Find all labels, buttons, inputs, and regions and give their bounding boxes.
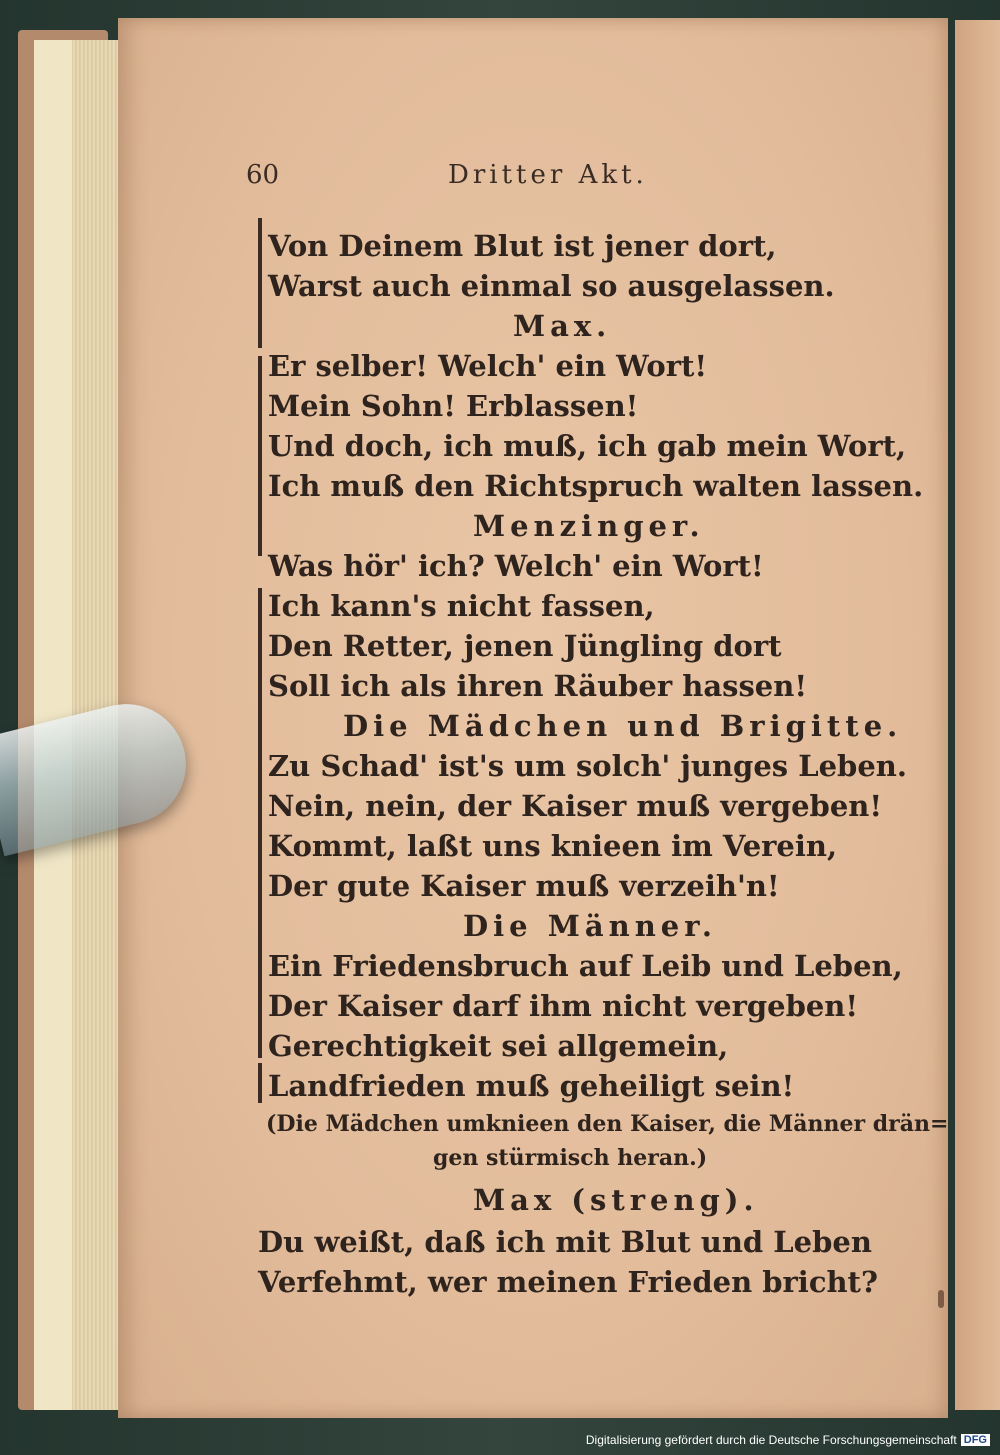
book-page xyxy=(118,18,948,1418)
text-line: Er selber! Welch' ein Wort! xyxy=(268,349,708,383)
verse-text xyxy=(118,18,948,1418)
stage-direction: (Die Mädchen umknieen den Kaiser, die Männer drän= xyxy=(266,1111,949,1137)
stage-direction: gen stürmisch heran.) xyxy=(433,1145,708,1171)
text-line: Verfehmt, wer meinen Frieden bricht? xyxy=(258,1265,878,1299)
speaker-name: Die Männer. xyxy=(463,909,717,943)
text-line: Ein Friedensbruch auf Leib und Leben, xyxy=(268,949,903,983)
paper-stain xyxy=(938,1290,944,1308)
text-line: Soll ich als ihren Räuber hassen! xyxy=(268,669,808,703)
text-line: Den Retter, jenen Jüngling dort xyxy=(268,629,782,663)
text-line: Der Kaiser darf ihm nicht vergeben! xyxy=(268,989,859,1023)
text-line: Nein, nein, der Kaiser muß vergeben! xyxy=(268,789,883,823)
text-line: Landfrieden muß geheiligt sein! xyxy=(268,1069,795,1103)
text-line: Ich muß den Richtspruch walten lassen. xyxy=(268,469,924,503)
text-line: Warst auch einmal so ausgelassen. xyxy=(268,269,835,303)
text-line: Von Deinem Blut ist jener dort, xyxy=(268,229,777,263)
text-line: Gerechtigkeit sei allgemein, xyxy=(268,1029,729,1063)
running-title: Dritter Akt. xyxy=(448,160,648,190)
credit-text: Digitalisierung gefördert durch die Deutsche Forschungsgemeinschaft xyxy=(585,1433,957,1447)
speaker-name: Die Mädchen und Brigitte. xyxy=(343,709,903,743)
page-number: 60 xyxy=(246,160,280,190)
text-line: Und doch, ich muß, ich gab mein Wort, xyxy=(268,429,907,463)
text-line: Mein Sohn! Erblassen! xyxy=(268,389,639,423)
text-line: Was hör' ich? Welch' ein Wort! xyxy=(268,549,764,583)
speaker-name: Menzinger. xyxy=(473,509,705,543)
speaker-name: Max. xyxy=(513,309,612,343)
digitization-credit xyxy=(586,1433,990,1447)
speaker-name: Max (streng). xyxy=(473,1183,759,1217)
text-line: Kommt, laßt uns knieen im Verein, xyxy=(268,829,838,863)
text-line: Zu Schad' ist's um solch' junges Leben. xyxy=(268,749,907,783)
text-line: Ich kann's nicht fassen, xyxy=(268,589,655,623)
dfg-logo: DFG xyxy=(961,1434,990,1446)
text-line: Du weißt, daß ich mit Blut und Leben xyxy=(258,1225,872,1259)
facing-page-strip xyxy=(955,20,1000,1410)
text-line: Der gute Kaiser muß verzeih'n! xyxy=(268,869,780,903)
